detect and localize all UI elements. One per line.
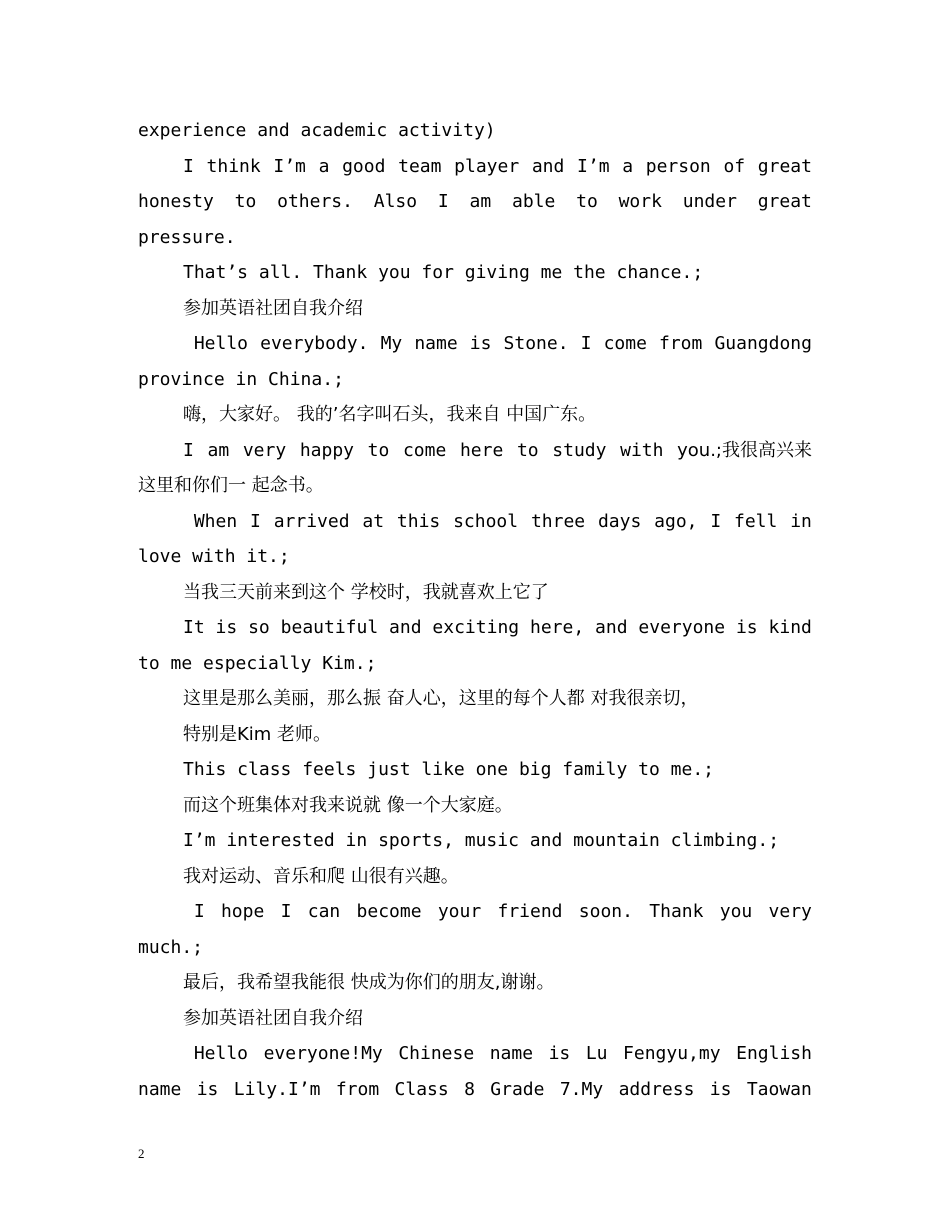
word: your <box>437 901 482 922</box>
text-line <box>138 149 812 185</box>
word: kind <box>768 617 812 638</box>
word: others. <box>277 191 353 212</box>
word: When <box>183 510 238 532</box>
text-line <box>138 1072 812 1108</box>
word: Hello <box>183 333 249 354</box>
word: name <box>414 333 458 354</box>
text-line <box>138 326 812 362</box>
word: from <box>335 1078 380 1100</box>
line-text: to me especially Kim.; <box>138 652 377 674</box>
word: Class <box>394 1078 449 1100</box>
word: and <box>389 617 422 638</box>
word: is <box>469 333 492 354</box>
text-line <box>138 468 812 504</box>
word: team <box>398 155 442 177</box>
word: school <box>453 510 519 532</box>
word: everybody. <box>260 333 369 354</box>
word: everyone!My <box>263 1043 383 1064</box>
word: I <box>580 333 592 354</box>
word: 7.My <box>559 1078 604 1100</box>
text-line <box>138 859 812 895</box>
word: come <box>603 333 647 354</box>
text-line <box>138 1036 812 1072</box>
word: arrived <box>273 510 350 532</box>
line-text: much.; <box>138 936 204 958</box>
word: is <box>709 1078 732 1100</box>
word: in <box>790 510 812 532</box>
word: It <box>183 617 205 638</box>
text-line <box>138 539 812 575</box>
word: of <box>723 155 746 177</box>
word: a <box>622 155 634 177</box>
text-line <box>138 752 812 788</box>
word: is <box>548 1043 571 1064</box>
word: is <box>215 617 238 638</box>
line-text: province in China.; <box>138 368 344 390</box>
word: is <box>735 617 758 638</box>
word: and <box>531 155 565 177</box>
word: to <box>367 439 390 461</box>
word: so <box>248 617 270 638</box>
word: I <box>183 901 205 922</box>
line-text: experience and academic activity) <box>138 120 496 141</box>
word: I <box>183 439 194 461</box>
word: Grade <box>490 1078 545 1100</box>
word: I <box>710 510 722 532</box>
word: is <box>196 1078 219 1100</box>
line-text: 最后，我希望我能很 快成为你们的朋友,谢谢。 <box>183 972 555 993</box>
text-line <box>138 504 812 540</box>
word: three <box>530 510 586 532</box>
text-line <box>138 646 812 682</box>
line-text: That’s all. Thank you for giving me the chance.; <box>183 262 704 283</box>
word: Lily.I’m <box>233 1078 321 1100</box>
word: a <box>318 155 330 177</box>
word: here, <box>529 617 585 638</box>
word: can <box>307 901 341 922</box>
line-text: 嗨，大家好。 我的’名字叫石头，我来自 中国广东。 <box>183 404 597 425</box>
text-line <box>138 362 812 398</box>
word: very <box>242 439 287 461</box>
word: great <box>757 191 812 212</box>
word: soon. <box>578 901 633 922</box>
line-text: 当我三天前来到这个 学校时，我就喜欢上它了 <box>183 581 549 603</box>
text-line <box>138 823 812 859</box>
line-text: 而这个班集体对我来说就 像一个大家庭。 <box>183 794 513 816</box>
word: am <box>207 439 230 461</box>
line-text: 参加英语社团自我介绍 <box>183 297 363 319</box>
line-text: 这里和你们一 起念书。 <box>138 475 324 496</box>
word: from <box>659 333 703 354</box>
word: My <box>380 333 403 354</box>
word: address <box>618 1078 695 1100</box>
document-body <box>138 113 812 1107</box>
word: to <box>516 439 539 461</box>
text-line <box>138 610 812 646</box>
line-text: This class feels just like one big family to me.; <box>183 759 715 780</box>
word: hope <box>220 901 265 922</box>
word: with <box>620 439 664 461</box>
word: think <box>206 155 261 177</box>
word: fell <box>734 510 778 532</box>
text-line <box>138 113 812 149</box>
word: name <box>138 1078 182 1100</box>
word: name <box>489 1043 534 1064</box>
word: become <box>356 901 422 922</box>
text-line <box>138 397 812 433</box>
word: I <box>437 191 449 212</box>
word: Also <box>373 191 418 212</box>
word: I <box>250 510 261 532</box>
word: this <box>396 510 441 532</box>
word: Chinese <box>398 1043 475 1064</box>
text-line <box>138 788 812 824</box>
text-line <box>138 220 812 256</box>
word: Fengyu,my <box>623 1043 721 1064</box>
word: I <box>183 155 194 177</box>
word: I’m <box>273 155 306 177</box>
word: I’m <box>577 155 610 177</box>
word: 8 <box>464 1078 475 1100</box>
word: able <box>511 191 556 212</box>
text-line <box>138 894 812 930</box>
word: beautiful <box>280 617 379 638</box>
text-line <box>138 291 812 327</box>
word: here <box>459 439 504 461</box>
word: exciting <box>432 617 520 638</box>
text-line <box>138 930 812 966</box>
word: days <box>597 510 642 532</box>
word: happy <box>299 439 354 461</box>
text-line <box>138 965 812 1001</box>
word: and <box>595 617 628 638</box>
line-text: 这里是那么美丽，那么振 奋人心，这里的每个人都 对我很亲切， <box>183 688 699 709</box>
word: under <box>682 191 737 212</box>
word: good <box>342 155 386 177</box>
word: ago, <box>654 510 698 532</box>
line-text: love with it.; <box>138 546 290 567</box>
word: at <box>362 510 385 532</box>
word: you.;我很高兴来 <box>677 439 812 461</box>
word: you <box>719 901 753 922</box>
word: Taowan <box>746 1078 812 1100</box>
text-line <box>138 255 812 291</box>
word: Lu <box>585 1043 608 1064</box>
word: person <box>645 155 711 177</box>
text-line <box>138 681 812 717</box>
line-text: 参加英语社团自我介绍 <box>183 1007 363 1029</box>
line-text: pressure. <box>138 226 236 248</box>
word: to <box>576 191 598 212</box>
text-line <box>138 1001 812 1037</box>
text-line <box>138 717 812 753</box>
word: am <box>469 191 492 212</box>
word: Guangdong <box>714 333 812 354</box>
word: Hello <box>183 1043 249 1064</box>
word: great <box>757 155 812 177</box>
word: I <box>280 901 292 922</box>
word: Thank <box>649 901 704 922</box>
line-text: 我对运动、音乐和爬 山很有兴趣。 <box>183 865 459 887</box>
word: honesty <box>138 191 214 212</box>
word: English <box>736 1043 812 1064</box>
word: study <box>552 439 607 461</box>
text-line <box>138 575 812 611</box>
word: work <box>618 191 662 212</box>
word: everyone <box>638 617 726 638</box>
text-line <box>138 433 812 469</box>
word: friend <box>497 901 563 922</box>
word: Stone. <box>503 333 569 354</box>
text-line <box>138 184 812 220</box>
word: player <box>454 155 520 177</box>
line-text: 特别是Kim 老师。 <box>183 723 332 745</box>
page-number: 2 <box>138 1146 145 1161</box>
word: very <box>768 901 812 922</box>
word: come <box>402 439 447 461</box>
word: to <box>234 191 257 212</box>
line-text: I’m interested in sports, music and mountain climbing.; <box>183 830 780 851</box>
